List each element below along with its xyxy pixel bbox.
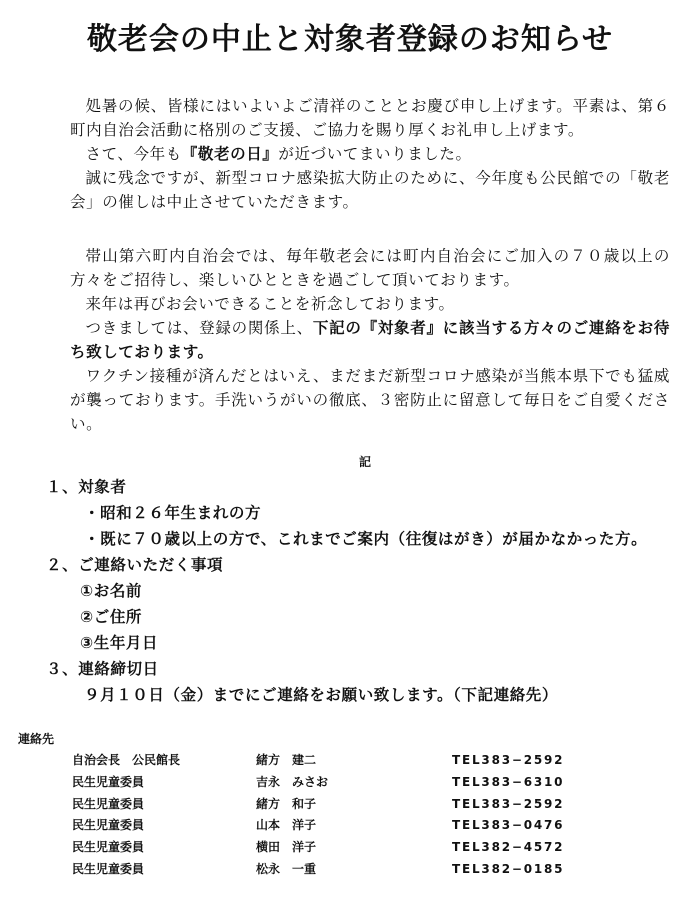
contact-row — [72, 815, 672, 837]
contact-label: 連絡先 — [18, 732, 55, 746]
registration-paragraph — [70, 316, 670, 364]
contact-role: 民生児童委員 — [72, 818, 145, 833]
contact-name: 吉永 みさお — [256, 774, 329, 789]
page-title: 敬老会の中止と対象者登録のお知らせ — [86, 22, 614, 57]
section-2-item-3: ③生年月日 — [80, 634, 159, 652]
greeting-paragraph: 処暑の候、皆様にはいよいよご清祥のこととお慶び申し上げます。平素は、第６町内自治会活動に格別のご支援、ご協力を賜り厚くお礼申し上げます。 — [70, 97, 670, 139]
deadline-text: ９月１０日（金）までにご連絡をお願い致します。（下記連絡先） — [84, 686, 559, 704]
covid-paragraph: ワクチン接種が済んだとはいえ、まだまだ新型コロナ感染が当熊本県下でも猛威が襲っております。手洗いうがいの徹底、３密防止に留意して毎日をご自愛ください。 — [70, 367, 670, 433]
contact-row — [72, 772, 672, 794]
section-2-heading: ２、ご連絡いただく事項 — [46, 556, 224, 574]
section-1-item-1: ・昭和２６年生まれの方 — [84, 504, 262, 522]
contact-phone: TEL383−2592 — [452, 796, 565, 811]
keirou-day-emphasis: 『敬老の日』 — [181, 144, 279, 163]
contact-name: 緒方 建二 — [256, 753, 317, 767]
contact-name: 緒方 和子 — [256, 796, 317, 811]
contact-phone: TEL383−2592 — [452, 753, 565, 767]
greeting-block — [70, 94, 670, 214]
contact-role: 民生児童委員 — [72, 861, 145, 876]
contact-role: 民生児童委員 — [72, 774, 145, 789]
registration-emphasis: 下記の『対象者』に該当する方々のご連絡をお待ち致しております。 — [70, 318, 670, 361]
contact-phone: TEL382−0185 — [452, 861, 565, 876]
registration-text-a: つきましては、登録の関係上、 — [85, 319, 313, 337]
section-1-item-2: ・既に７０歳以上の方で、これまでご案内（往復はがき）が届かなかった方。 — [84, 530, 648, 548]
section-3-heading: ３、連絡締切日 — [46, 660, 159, 678]
contact-phone: TEL383−6310 — [452, 774, 565, 789]
contact-name: 山本 洋子 — [256, 818, 317, 833]
section-1-heading: １、対象者 — [46, 478, 127, 496]
contact-phone: TEL382−4572 — [452, 840, 565, 855]
invitation-paragraph: 帯山第六町内自治会では、毎年敬老会には町内自治会にご加入の７０歳以上の方々をご招待し、楽しいひとときを過ごして頂いております。 — [70, 247, 670, 289]
contact-phone: TEL383−0476 — [452, 818, 565, 833]
cancellation-paragraph: 誠に残念ですが、新型コロナ感染拡大防止のために、今年度も公民館での「敬老会」の催しは中止させていただきます。 — [70, 169, 670, 211]
contact-role: 民生児童委員 — [72, 840, 145, 855]
contact-name: 横田 洋子 — [256, 840, 317, 855]
section-2-item-1: ①お名前 — [80, 582, 143, 600]
contact-role: 自治会長 公民館長 — [72, 753, 181, 767]
details-block — [70, 244, 670, 436]
next-year-paragraph: 来年は再びお会いできることを祈念しております。 — [85, 295, 455, 313]
section-2-item-2: ②ご住所 — [80, 608, 143, 626]
contact-name: 松永 一重 — [256, 861, 317, 876]
keirou-day-paragraph — [70, 142, 670, 166]
contact-row — [72, 750, 672, 772]
contact-list — [72, 750, 672, 881]
keirou-day-text-a: さて、今年も — [85, 145, 182, 163]
contact-role: 民生児童委員 — [72, 796, 145, 811]
keirou-day-text-c: が近づいてまいりました。 — [278, 145, 472, 163]
contact-row — [72, 794, 672, 816]
ki-heading: 記 — [358, 455, 371, 469]
contact-row — [72, 837, 672, 859]
contact-row — [72, 859, 672, 881]
